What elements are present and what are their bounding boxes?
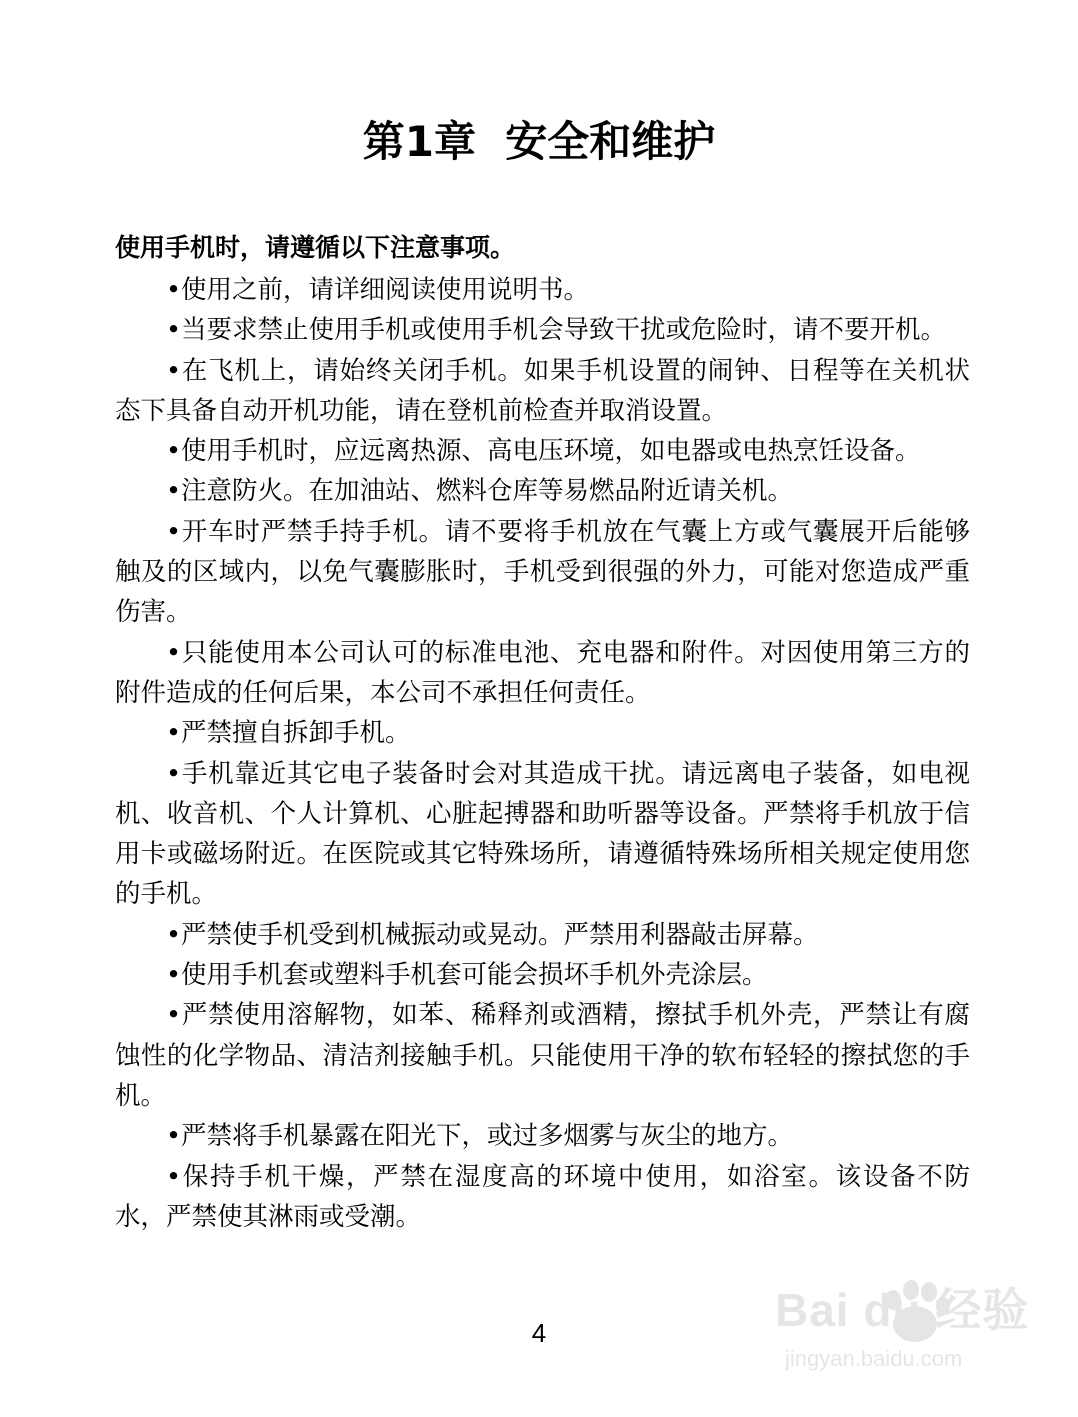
baidu-watermark — [765, 1262, 1030, 1392]
list-item: •注意防火。在加油站、燃料仓库等易燃品附近请关机。 — [166, 476, 794, 507]
list-item: •在飞机上，请始终关闭手机。如果手机设置的闹钟、日程等在关机状态下具备自动开机功能，请在登机前检查并取消设置。 — [115, 355, 970, 426]
intro-heading: 使用手机时，请遵循以下注意事项。 — [115, 233, 516, 262]
list-item: •使用手机套或塑料手机套可能会损坏手机外壳涂层。 — [166, 960, 768, 991]
list-item: •保持手机干燥，严禁在湿度高的环境中使用，如浴室。该设备不防水，严禁使其淋雨或受潮。 — [115, 1161, 970, 1232]
list-item: •开车时严禁手持手机。请不要将手机放在气囊上方或气囊展开后能够触及的区域内，以免气囊膨胀时，手机受到很强的外力，可能对您造成严重伤害。 — [115, 516, 970, 628]
watermark-brand: Bai du 经验 — [775, 1284, 1030, 1336]
safety-list — [115, 270, 970, 1237]
list-item: •使用手机时，应远离热源、高电压环境，如电器或电热烹饪设备。 — [166, 436, 921, 467]
list-item: •手机靠近其它电子装备时会对其造成干扰。请远离电子装备，如电视机、收音机、个人计算机、心脏起搏器和助听器等设备。严禁将手机放于信用卡或磁场附近。在医院或其它特殊场所，请遵循特殊场所相关规定使用您的手机。 — [115, 758, 970, 910]
list-item: •只能使用本公司认可的标准电池、充电器和附件。对因使用第三方的附件造成的任何后果，本公司不承担任何责任。 — [115, 637, 970, 708]
chapter-title: 第1章 安全和维护 — [362, 117, 716, 166]
watermark-site: jingyan.baidu.com — [785, 1346, 963, 1371]
list-item: •严禁擅自拆卸手机。 — [166, 718, 411, 749]
list-item: •严禁使用溶解物，如苯、稀释剂或酒精，擦拭手机外壳，严禁让有腐蚀性的化学物品、清洁剂接触手机。只能使用干净的软布轻轻的擦拭您的手机。 — [115, 1000, 970, 1111]
list-item: •使用之前，请详细阅读使用说明书。 — [166, 275, 590, 305]
page-number: 4 — [531, 1318, 547, 1348]
list-item: •严禁将手机暴露在阳光下，或过多烟雾与灰尘的地方。 — [166, 1121, 794, 1152]
list-item: •严禁使手机受到机械振动或晃动。严禁用利器敲击屏幕。 — [166, 919, 819, 950]
list-item: •当要求禁止使用手机或使用手机会导致干扰或危险时，请不要开机。 — [166, 315, 947, 346]
